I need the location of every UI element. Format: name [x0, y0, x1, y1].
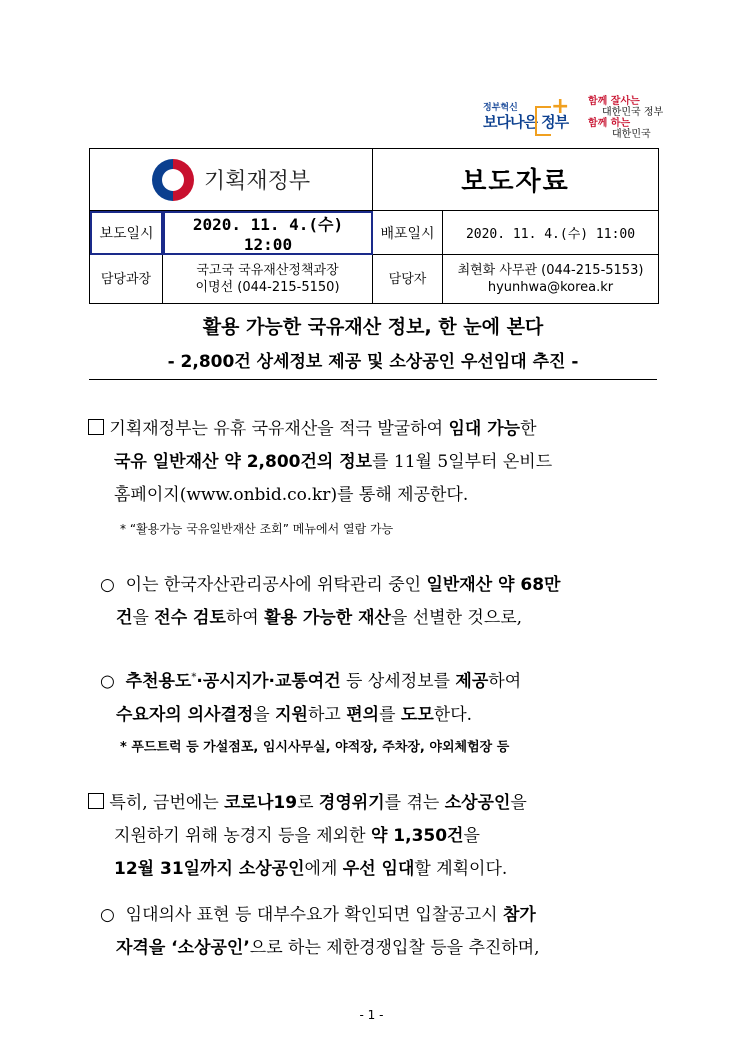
bold-span: 일반재산 약 68만 [426, 575, 561, 595]
slogan-line: 함께 하는 [588, 118, 631, 129]
text-span: 지원하기 위해 농경지 등을 제외한 [114, 826, 371, 846]
slogan-logo [588, 96, 670, 142]
subheadline: - 2,800건 상세정보 제공 및 소상공인 우선임대 추진 - [167, 352, 579, 372]
text-span: 한다. [433, 704, 473, 725]
plus-icon: + [551, 94, 570, 119]
text-span: 특히, 금번에는 [109, 793, 225, 813]
text-span: 을 선별한 것으로, [390, 608, 523, 628]
ministry-logo-cell [90, 149, 373, 211]
paragraph-2 [88, 787, 668, 886]
bold-span: 자격을 ‘소상공인’ [116, 938, 250, 958]
gov-innovation-small-text: 정부혁신 [483, 103, 518, 113]
slogan-line: 대한민국 정부 [602, 107, 664, 118]
slogan-line: 함께 잘사는 [588, 96, 640, 107]
press-header-table [89, 148, 659, 304]
square-bullet-icon [88, 793, 104, 809]
bold-span: 국유 일반재산 약 2,800건의 정보 [114, 452, 373, 472]
text-span: 하고 [307, 704, 347, 725]
footnote-2: * 푸드트럭 등 가설점포, 임시사무실, 야적장, 주차장, 야외체험장 등 [120, 740, 510, 755]
circle-bullet-icon: ○ [100, 905, 115, 925]
paragraph-line [100, 602, 670, 635]
paragraph-line [88, 853, 668, 886]
footnote-marker: * [191, 672, 197, 683]
text-span: 를 11월 5일부터 온비드 [372, 452, 553, 472]
bold-span: 수요자의 의사결정 [116, 704, 254, 725]
bold-span: 경영위기 [318, 793, 385, 813]
taegeuk-emblem-icon [152, 159, 194, 201]
bold-span: 12월 31일까지 소상공인 [114, 859, 305, 879]
paragraph-line [88, 413, 668, 446]
bullet-3 [100, 899, 670, 965]
ministry-name: 기획재정부 [203, 169, 311, 194]
bold-span: 편의 [346, 704, 380, 725]
bold-span: 소상공인 [444, 793, 511, 813]
text-span: 임대의사 표현 등 대부수요가 확인되면 입찰공고시 [125, 905, 503, 925]
paragraph-line [100, 661, 670, 699]
gov-innovation-big-text: 보다나은 정부 [483, 113, 569, 131]
paragraph-1 [88, 413, 668, 512]
contact-info [443, 255, 658, 303]
gov-innovation-logo [483, 94, 573, 142]
circle-bullet-icon: ○ [100, 575, 115, 595]
text-span: 할 계획이다. [414, 859, 508, 879]
text-span: 를 겪는 [384, 793, 445, 813]
page-number: - 1 - [359, 1008, 384, 1022]
dept-info [163, 255, 373, 303]
bold-span: 제공 [455, 671, 489, 692]
dept-line2: 이명선 (044-215-5150) [195, 280, 340, 295]
text-span: 한 [520, 419, 537, 439]
paragraph-line [100, 899, 670, 932]
paragraph-line [88, 479, 668, 512]
bold-span: 우선 임대 [342, 859, 415, 879]
text-span: 에게 [304, 859, 343, 879]
bold-span: 건 [116, 608, 133, 628]
paragraph-line [100, 932, 670, 965]
text-span: 로 [297, 793, 319, 813]
headline: 활용 가능한 국유재산 정보, 한 눈에 본다 [202, 316, 544, 338]
release-label: 보도일시 [90, 211, 163, 255]
release-value: 2020. 11. 4.(수) 12:00 [163, 211, 373, 255]
bullet-1 [100, 569, 670, 635]
text-span: 하여 [225, 608, 265, 628]
text-span: 이는 한국자산관리공사에 위탁관리 중인 [125, 575, 427, 595]
bold-span: 도모 [400, 704, 434, 725]
text-span: 하여 [488, 671, 522, 692]
circle-bullet-icon: ○ [100, 671, 115, 692]
slogan-line: 대한민국 [612, 129, 651, 140]
distribution-value: 2020. 11. 4.(수) 11:00 [443, 211, 658, 255]
bold-span: 전수 검토 [154, 608, 226, 628]
bold-span: 코로나19 [224, 793, 298, 813]
footnote-1: * “활용가능 국유일반재산 조회” 메뉴에서 열람 가능 [120, 522, 394, 536]
doc-type-title: 보도자료 [373, 149, 658, 211]
text-span: 기획재정부는 유휴 국유재산을 적극 발굴하여 [109, 419, 449, 439]
bold-span: ·공시지가·교통여건 [196, 671, 341, 692]
paragraph-line [88, 820, 668, 853]
paragraph-line [100, 699, 670, 732]
paragraph-line [88, 787, 668, 820]
bold-span: 추천용도 [125, 671, 192, 692]
text-span: 등 상세정보를 [340, 671, 456, 692]
bold-span: 약 1,350건 [370, 826, 464, 846]
text-span: 을 [132, 608, 155, 628]
contact-label: 담당자 [373, 255, 443, 303]
text-span: 을 [253, 704, 276, 725]
text-span: 를 [379, 704, 401, 725]
bold-span: 지원 [275, 704, 308, 725]
bold-span: 참가 [502, 905, 536, 925]
bullet-2 [100, 661, 670, 732]
text-span: 을 [510, 793, 527, 813]
text-span: 홈페이지(www.onbid.co.kr)를 통해 제공한다. [114, 485, 469, 505]
paragraph-line [100, 569, 670, 602]
dept-label: 담당과장 [90, 255, 163, 303]
text-span: 으로 하는 제한경쟁입찰 등을 추진하며, [249, 938, 540, 958]
logo-bracket-icon [535, 106, 551, 136]
paragraph-line [88, 446, 668, 479]
text-span: 을 [463, 826, 480, 846]
bold-span: 임대 가능 [448, 419, 521, 439]
distribution-label: 배포일시 [373, 211, 443, 255]
contact-line1: 최현화 사무관 (044-215-5153) [457, 263, 644, 278]
contact-email: hyunhwa@korea.kr [487, 280, 614, 295]
divider [89, 379, 657, 380]
dept-line1: 국고국 국유재산정책과장 [196, 263, 339, 278]
square-bullet-icon [88, 419, 104, 435]
bold-span: 활용 가능한 재산 [264, 608, 391, 628]
